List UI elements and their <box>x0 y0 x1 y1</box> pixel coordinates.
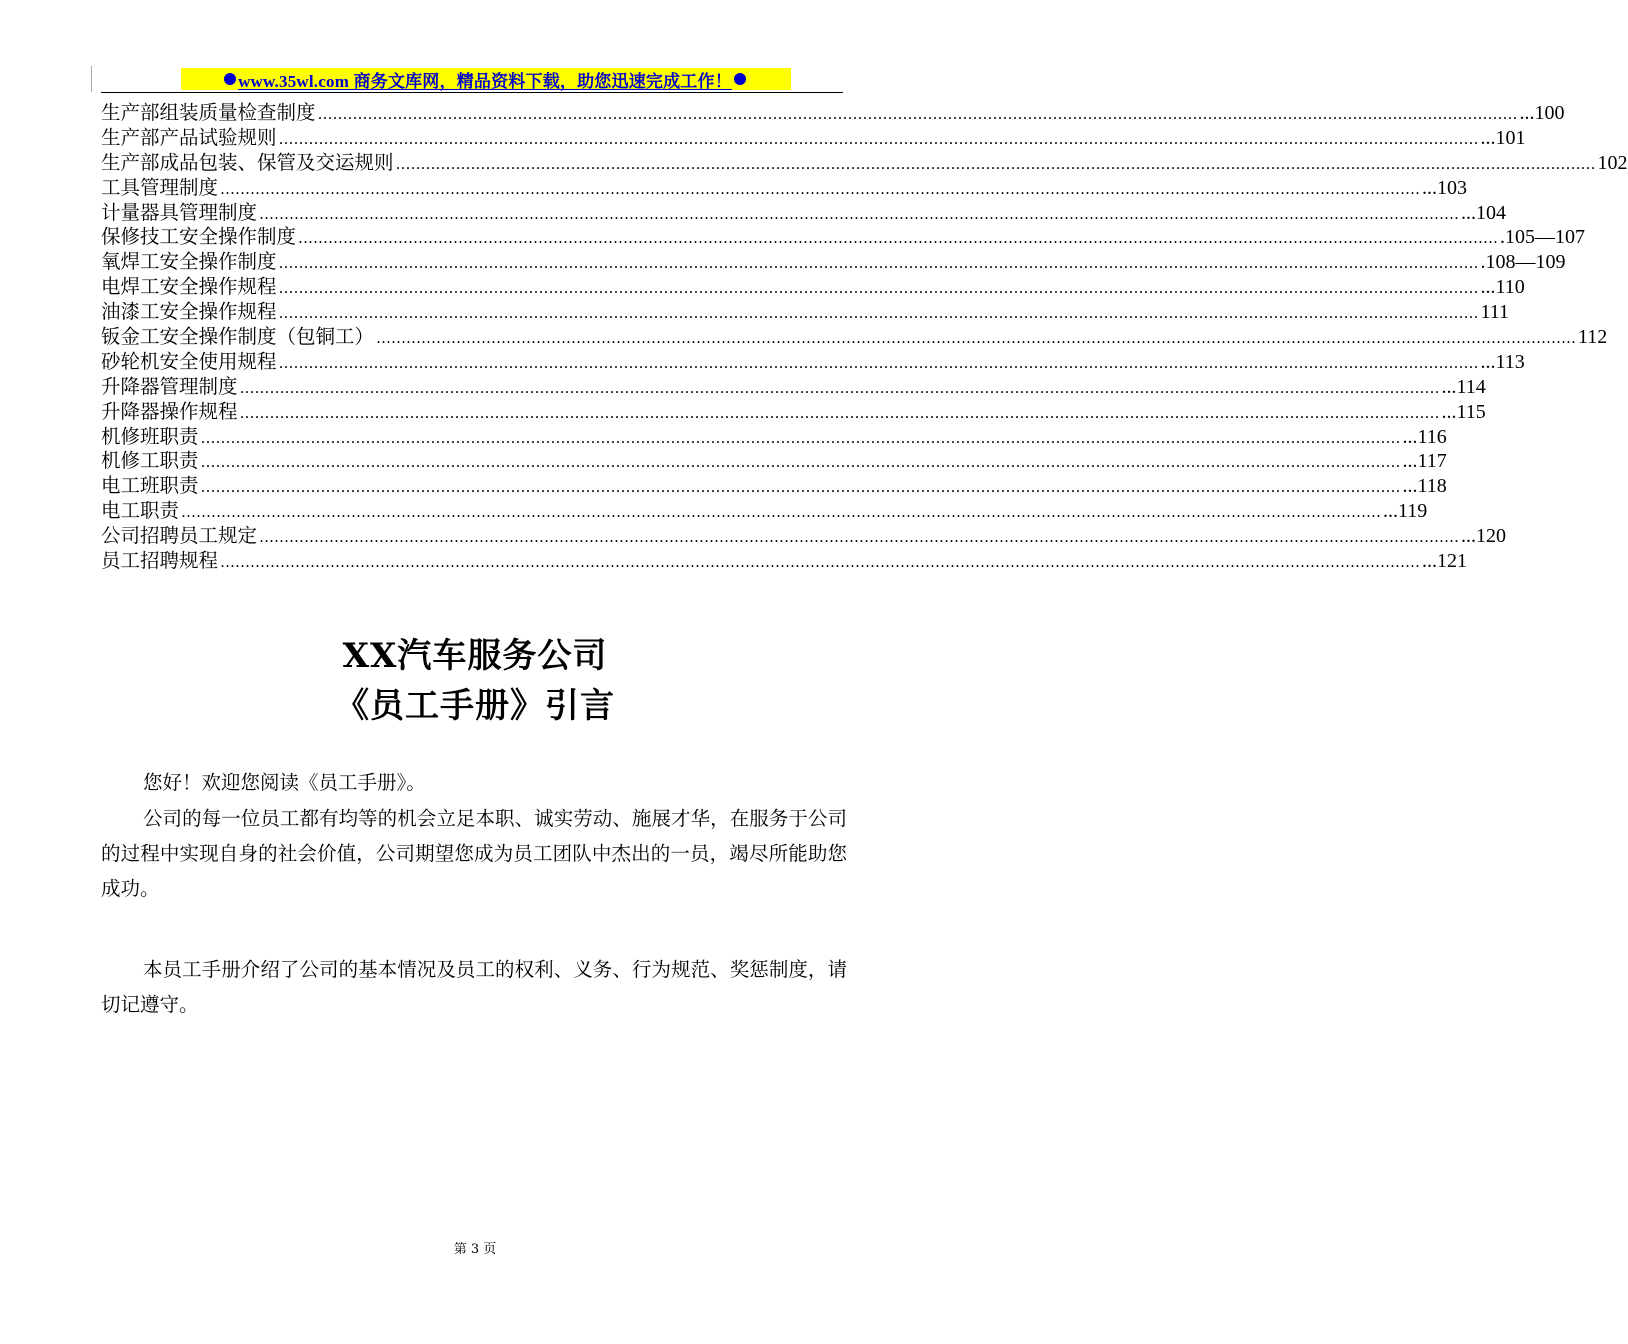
toc-dot-leader: …………………………………………………………………………………………………………………………………………………………………………………………………………………… <box>200 478 1401 497</box>
toc-entry-page: ...116 <box>1402 425 1447 448</box>
toc-dot-leader: …………………………………………………………………………………………………………………………………………………………………………………………………………………… <box>200 453 1401 472</box>
toc-entry-title: 生产部成品包装、保管及交运规则 <box>101 150 394 174</box>
toc-entry-title: 工具管理制度 <box>101 175 219 199</box>
toc-entry-page: ...118 <box>1402 475 1447 498</box>
toc-entry[interactable] <box>101 300 1510 325</box>
table-of-contents <box>101 101 1628 574</box>
toc-entry-page: ...113 <box>1480 350 1525 373</box>
toc-entry-page: ...119 <box>1383 500 1428 523</box>
toc-dot-leader: …………………………………………………………………………………………………………………………………………………………………………………………………………………… <box>200 428 1401 447</box>
toc-dot-leader: …………………………………………………………………………………………………………………………………………………………………………………………………………………… <box>278 279 1479 298</box>
toc-entry[interactable] <box>101 250 1566 275</box>
toc-dot-leader: …………………………………………………………………………………………………………………………………………………………………………………………………………………… <box>317 105 1518 123</box>
toc-entry-title: 油漆工安全操作规程 <box>101 300 277 324</box>
intro-paragraph: 公司的每一位员工都有均等的机会立足本职、诚实劳动、施展才华，在服务于公司的过程中实现自身的社会价值，公司期望您成为员工团队中杰出的一员，竭尽所能助您成功。 <box>101 807 847 900</box>
toc-dot-leader: …………………………………………………………………………………………………………………………………………………………………………………………………………………… <box>278 353 1479 372</box>
header-banner[interactable] <box>181 68 791 90</box>
toc-entry-title: 砂轮机安全使用规程 <box>101 349 277 373</box>
toc-entry[interactable] <box>101 325 1608 350</box>
toc-entry-title: 生产部产品试验规则 <box>101 125 277 149</box>
toc-entry-page: .105—107 <box>1500 226 1586 249</box>
greeting-paragraph: 您好！欢迎您阅读《员工手册》。 <box>143 771 426 794</box>
document-subtitle: 《员工手册》引言 <box>335 686 615 726</box>
toc-dot-leader: …………………………………………………………………………………………………………………………………………………………………………………………………………………… <box>376 329 1577 348</box>
toc-entry-page: 112 <box>1578 326 1608 349</box>
toc-dot-leader: …………………………………………………………………………………………………………………………………………………………………………………………………………………… <box>220 553 1421 572</box>
toc-entry-page: ...101 <box>1480 126 1526 149</box>
toc-entry[interactable] <box>101 150 1628 176</box>
toc-entry-page: ...104 <box>1461 201 1507 224</box>
bullet-dot-icon <box>734 73 746 85</box>
page-header <box>101 66 843 93</box>
toc-dot-leader: …………………………………………………………………………………………………………………………………………………………………………………………………………………… <box>395 154 1596 173</box>
toc-dot-leader: …………………………………………………………………………………………………………………………………………………………………………………………………………………… <box>239 403 1440 422</box>
toc-dot-leader: …………………………………………………………………………………………………………………………………………………………………………………………………………………… <box>259 204 1460 223</box>
bullet-dot-icon <box>224 73 236 85</box>
toc-entry[interactable] <box>101 499 1428 524</box>
handbook-paragraph: 本员工手册介绍了公司的基本情况及员工的权利、义务、行为规范、奖惩制度，请切记遵守。 <box>101 958 847 1016</box>
toc-dot-leader: …………………………………………………………………………………………………………………………………………………………………………………………………………………… <box>259 528 1460 547</box>
toc-entry-title: 机修工职责 <box>101 449 199 473</box>
toc-entry-page: .108—109 <box>1480 251 1566 274</box>
toc-entry[interactable] <box>101 275 1525 300</box>
toc-entry[interactable] <box>101 349 1525 375</box>
toc-dot-leader: …………………………………………………………………………………………………………………………………………………………………………………………………………………… <box>239 378 1440 397</box>
toc-entry[interactable] <box>101 524 1507 549</box>
toc-dot-leader: …………………………………………………………………………………………………………………………………………………………………………………………………………………… <box>278 304 1479 323</box>
toc-entry[interactable] <box>101 549 1468 574</box>
toc-entry-page: 102 <box>1597 151 1628 174</box>
toc-entry-title: 生产部组装质量检查制度 <box>101 101 316 124</box>
document-title: XX汽车服务公司 <box>342 636 608 676</box>
toc-entry-page: ...103 <box>1422 176 1468 199</box>
toc-entry-title: 公司招聘员工规定 <box>101 524 258 548</box>
toc-entry-page: ...117 <box>1402 450 1447 473</box>
toc-entry[interactable] <box>101 175 1468 201</box>
toc-dot-leader: …………………………………………………………………………………………………………………………………………………………………………………………………………………… <box>298 229 1499 248</box>
page-number: 第 3 页 <box>453 1242 497 1257</box>
toc-entry[interactable] <box>101 424 1447 450</box>
toc-entry-page: ...115 <box>1441 400 1486 423</box>
toc-entry[interactable] <box>101 449 1447 474</box>
toc-entry-title: 电工班职责 <box>101 474 199 498</box>
toc-entry-title: 升降器管理制度 <box>101 374 238 398</box>
toc-entry-title: 计量器具管理制度 <box>101 200 258 224</box>
toc-entry-title: 电焊工安全操作规程 <box>101 275 277 299</box>
margin-corner-mark <box>91 66 92 92</box>
toc-dot-leader: …………………………………………………………………………………………………………………………………………………………………………………………………………………… <box>181 503 1382 522</box>
toc-entry-page: ...110 <box>1480 276 1525 299</box>
toc-dot-leader: …………………………………………………………………………………………………………………………………………………………………………………………………………………… <box>278 254 1479 273</box>
toc-entry-title: 员工招聘规程 <box>101 549 219 573</box>
toc-entry[interactable] <box>101 101 1565 126</box>
toc-entry[interactable] <box>101 374 1486 400</box>
toc-entry-page: ...100 <box>1519 102 1565 124</box>
toc-entry-title: 氧焊工安全操作制度 <box>101 250 277 274</box>
toc-entry[interactable] <box>101 125 1526 151</box>
toc-entry-page: ...114 <box>1441 375 1486 398</box>
toc-entry-page: 111 <box>1480 301 1510 324</box>
toc-dot-leader: …………………………………………………………………………………………………………………………………………………………………………………………………………………… <box>220 179 1421 198</box>
toc-entry-title: 保修技工安全操作制度 <box>101 225 297 249</box>
toc-entry-page: ...121 <box>1422 550 1468 573</box>
toc-dot-leader: …………………………………………………………………………………………………………………………………………………………………………………………………………………… <box>278 129 1479 148</box>
toc-entry-title: 电工职责 <box>101 499 180 523</box>
header-banner-text[interactable]: www.35wl.com 商务文库网，精品资料下载，助您迅速完成工作！ <box>238 71 732 91</box>
toc-entry[interactable] <box>101 474 1447 499</box>
toc-entry[interactable] <box>101 399 1486 425</box>
toc-entry[interactable] <box>101 225 1586 250</box>
toc-entry[interactable] <box>101 200 1507 226</box>
toc-entry-page: ...120 <box>1461 525 1507 548</box>
toc-entry-title: 升降器操作规程 <box>101 399 238 423</box>
toc-entry-title: 钣金工安全操作制度（包铜工） <box>101 325 375 349</box>
toc-entry-title: 机修班职责 <box>101 424 199 448</box>
